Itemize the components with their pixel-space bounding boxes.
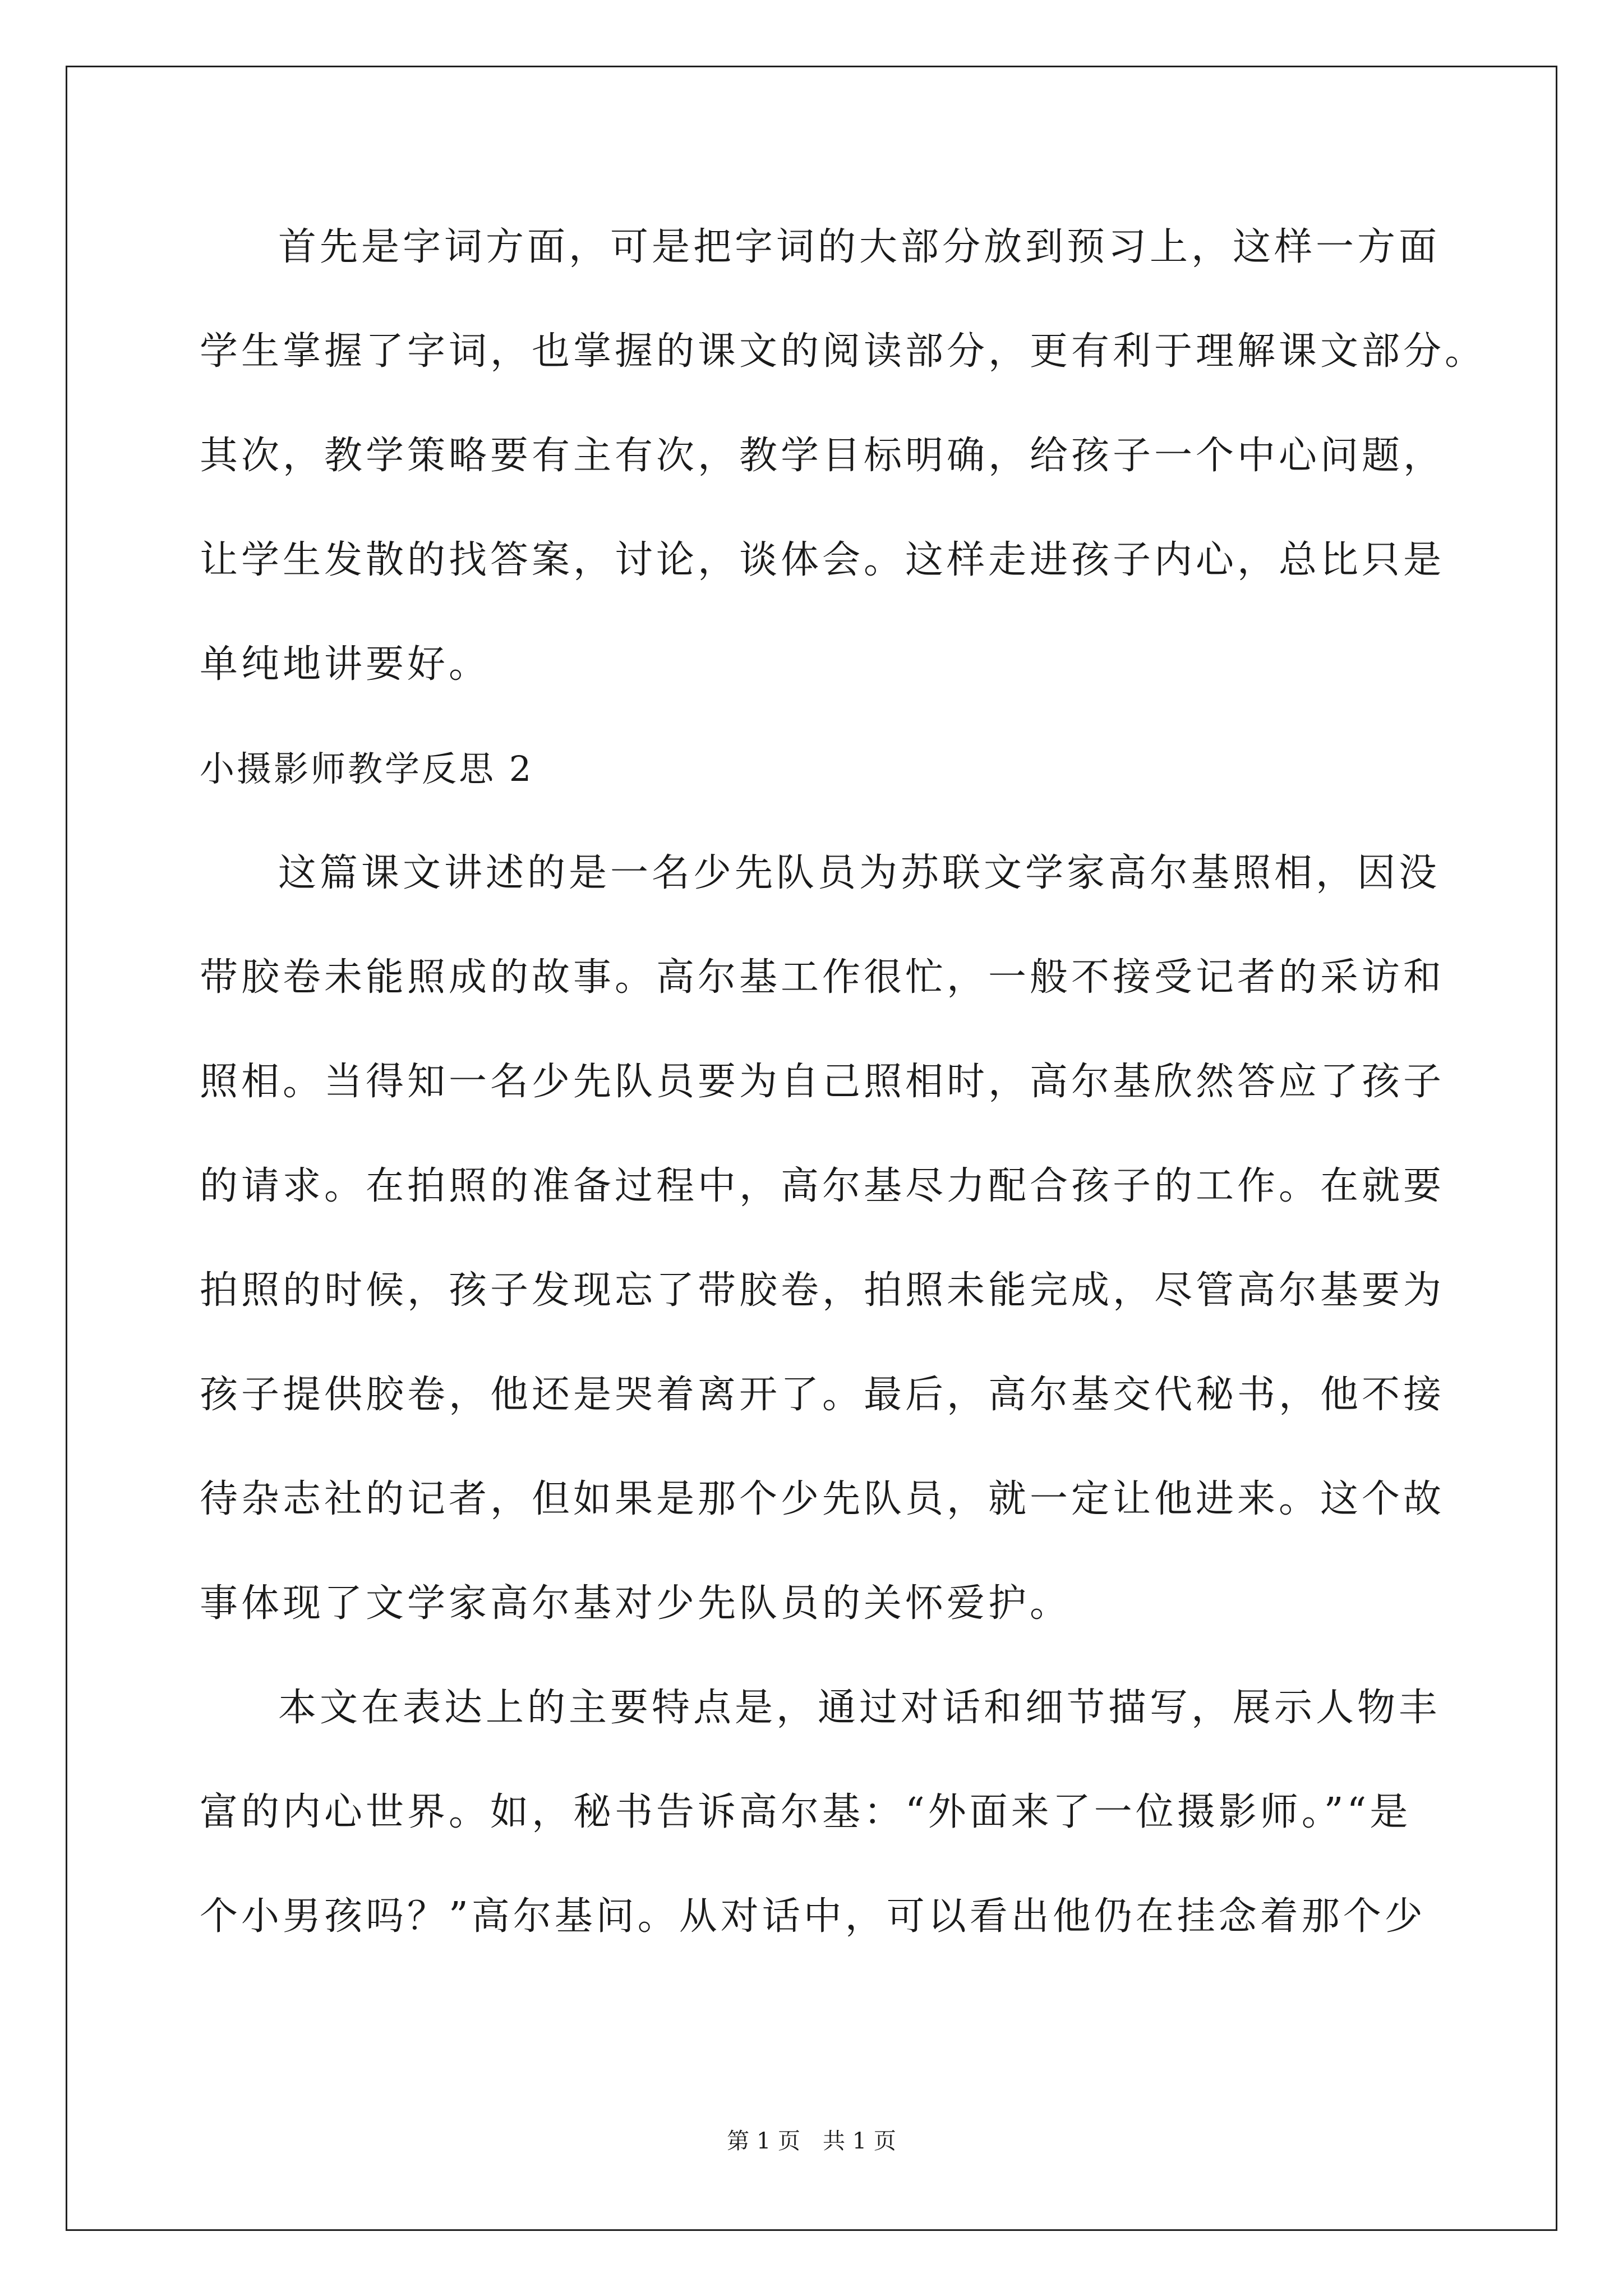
paragraph-line-6: 这篇课文讲述的是一名少先队员为苏联文学家高尔基照相，因没	[278, 851, 1441, 895]
paragraph-line-10: 拍照的时候，孩子发现忘了带胶卷，拍照未能完成，尽管高尔基要为	[200, 1268, 1445, 1313]
paragraph-line-9: 的请求。在拍照的准备过程中，高尔基尽力配合孩子的工作。在就要	[200, 1164, 1445, 1208]
page-total: 共 1 页	[823, 2128, 896, 2154]
paragraph-line-3: 其次，教学策略要有主有次，教学目标明确，给孩子一个中心问题，	[200, 434, 1445, 478]
paragraph-line-7: 带胶卷未能照成的故事。高尔基工作很忙，一般不接受记者的采访和	[200, 955, 1445, 1000]
paragraph-line-14: 本文在表达上的主要特点是，通过对话和细节描写，展示人物丰	[278, 1686, 1441, 1730]
page-footer	[0, 2127, 1623, 2155]
paragraph-line-1: 首先是字词方面，可是把字词的大部分放到预习上，这样一方面	[278, 225, 1441, 269]
section-heading: 小摄影师教学反思 2	[200, 748, 534, 789]
page-number: 第 1 页	[727, 2128, 800, 2154]
paragraph-line-13: 事体现了文学家高尔基对少先队员的关怀爱护。	[200, 1581, 1072, 1626]
paragraph-line-5: 单纯地讲要好。	[200, 642, 491, 687]
paragraph-line-11: 孩子提供胶卷，他还是哭着离开了。最后，高尔基交代秘书，他不接	[200, 1373, 1445, 1417]
paragraph-line-8: 照相。当得知一名少先队员要为自己照相时，高尔基欣然答应了孩子	[200, 1060, 1445, 1104]
paragraph-line-15: 富的内心世界。如，秘书告诉高尔基：“外面来了一位摄影师。”“是	[200, 1790, 1412, 1834]
paragraph-line-2: 学生掌握了字词，也掌握的课文的阅读部分，更有利于理解课文部分。	[200, 329, 1487, 374]
paragraph-line-4: 让学生发散的找答案，讨论，谈体会。这样走进孩子内心，总比只是	[200, 538, 1445, 582]
paragraph-line-12: 待杂志社的记者，但如果是那个少先队员，就一定让他进来。这个故	[200, 1477, 1445, 1521]
paragraph-line-16: 个小男孩吗？”高尔基问。从对话中，可以看出他仍在挂念着那个少	[200, 1894, 1426, 1939]
